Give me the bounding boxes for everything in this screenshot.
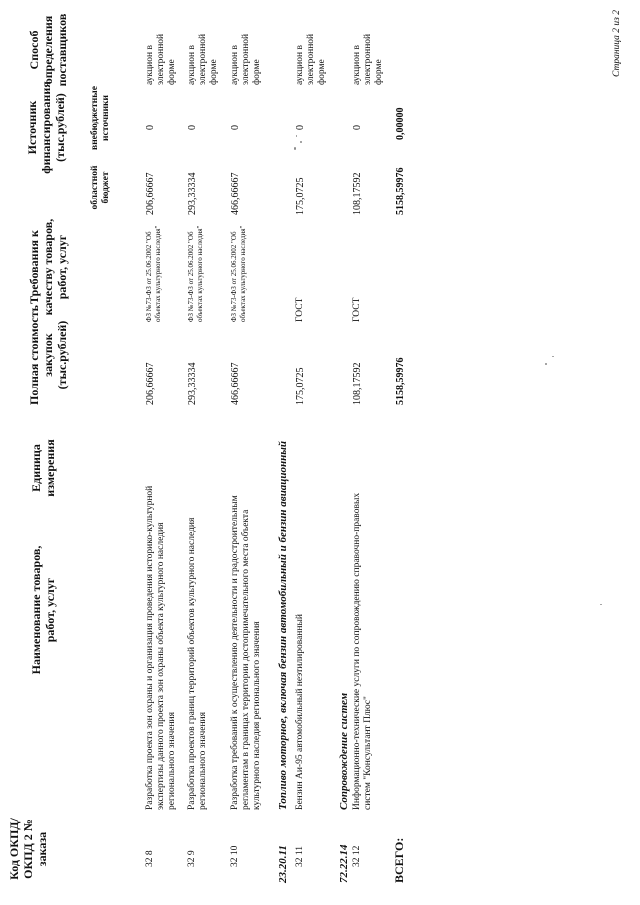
scan-speck xyxy=(296,135,297,137)
header-method: Способ определения поставщиков xyxy=(27,13,69,87)
row-name: Разработка проектов границ территорий объектов культурного наследия регионального значения xyxy=(187,517,208,810)
total-offbudget: 0,00000 xyxy=(395,107,406,140)
header-requirements: Требования к качеству товаров, работ, услуг xyxy=(27,218,69,316)
total-regional: 5158,59976 xyxy=(395,167,406,215)
row-method: аукцион в электронной форме xyxy=(145,33,177,85)
row-code: 32 12 xyxy=(352,845,362,867)
row-regional: 175,0725 xyxy=(295,177,306,215)
scan-speck xyxy=(294,147,296,150)
row-requirements: ГОСТ xyxy=(352,297,362,322)
section-title: Топливо моторное, включая бензин автомобильный и бензин авиационный xyxy=(277,440,289,810)
row-code: 32 8 xyxy=(145,850,155,867)
header-name: Наименование товаров, работ, услуг xyxy=(29,545,57,675)
row-name: Разработка проекта зон охраны и организация проведения историко-культурной экспертизы данного проекта зон охраны объекта культурного наследия регионального значения xyxy=(145,485,177,810)
total-label: ВСЕГО: xyxy=(392,837,406,883)
row-requirements: ФЗ №73-ФЗ от 25.06.2002 "Об объектах культурного наследия" xyxy=(187,225,204,322)
row-offbudget: 0 xyxy=(187,125,198,130)
row-method: аукцион в электронной форме xyxy=(295,33,327,85)
row-requirements: ГОСТ xyxy=(295,297,305,322)
row-code: 32 10 xyxy=(230,845,240,867)
row-requirements: ФЗ №73-ФЗ от 25.06.2002 "Об объектах культурного наследия" xyxy=(230,225,247,322)
section-code: 23.20.11 xyxy=(277,845,289,883)
row-offbudget: 0 xyxy=(145,125,156,130)
row-method: аукцион в электронной форме xyxy=(187,33,219,85)
row-name: Информационно-технические услуги по сопровождению справочно-правовых систем "Консультант Плюс" xyxy=(352,492,373,810)
row-cost: 108,17592 xyxy=(352,362,363,405)
row-code: 32 9 xyxy=(187,850,197,867)
row-regional: 206,66667 xyxy=(145,172,156,215)
row-offbudget: 0 xyxy=(295,125,306,130)
header-cost: Полная стоимость закупок (тыс.рублей) xyxy=(27,305,69,405)
row-cost: 466,66667 xyxy=(230,362,241,405)
header-funding: Источник финансирования (тыс.рублей) xyxy=(25,81,67,174)
header-funding-offbudget: внебюджетные источники xyxy=(90,86,111,150)
header-funding-regional: областной бюджет xyxy=(90,165,111,210)
header-code: Код ОКПД/ ОКПД 2 № заказа xyxy=(7,818,49,880)
row-cost: 293,33334 xyxy=(187,362,198,405)
section-title: Сопровождение систем xyxy=(338,692,350,810)
row-name: Разработка требований к осуществлению деятельности и градостроительным регламентам в границах территории достопримечательного места объекта культурного наследия регионального значения xyxy=(230,495,262,810)
row-cost: 206,66667 xyxy=(145,362,156,405)
header-unit: Единица измерения xyxy=(29,439,57,497)
row-requirements: ФЗ №73-ФЗ от 25.06.2002 "Об объектах культурного наследия" xyxy=(145,225,162,322)
row-method: аукцион в электронной форме xyxy=(352,33,384,85)
row-name: Бензин Аи-95 автомобильный неэтилированный xyxy=(295,614,305,810)
row-cost: 175,0725 xyxy=(295,367,306,405)
section-code: 72.22.14 xyxy=(338,844,350,883)
row-regional: 108,17592 xyxy=(352,172,363,215)
row-method: аукцион в электронной форме xyxy=(230,33,262,85)
row-offbudget: 0 xyxy=(230,125,241,130)
row-offbudget: 0 xyxy=(352,125,363,130)
row-regional: 466,66667 xyxy=(230,172,241,215)
scan-speck xyxy=(545,363,547,365)
row-regional: 293,33334 xyxy=(187,172,198,215)
scan-speck xyxy=(552,356,554,357)
scan-speck xyxy=(300,141,302,143)
scan-speck xyxy=(600,604,602,605)
total-cost: 5158,59976 xyxy=(395,357,406,405)
page-number: Страница 2 из 2 xyxy=(612,10,622,77)
row-code: 32 11 xyxy=(295,845,305,867)
